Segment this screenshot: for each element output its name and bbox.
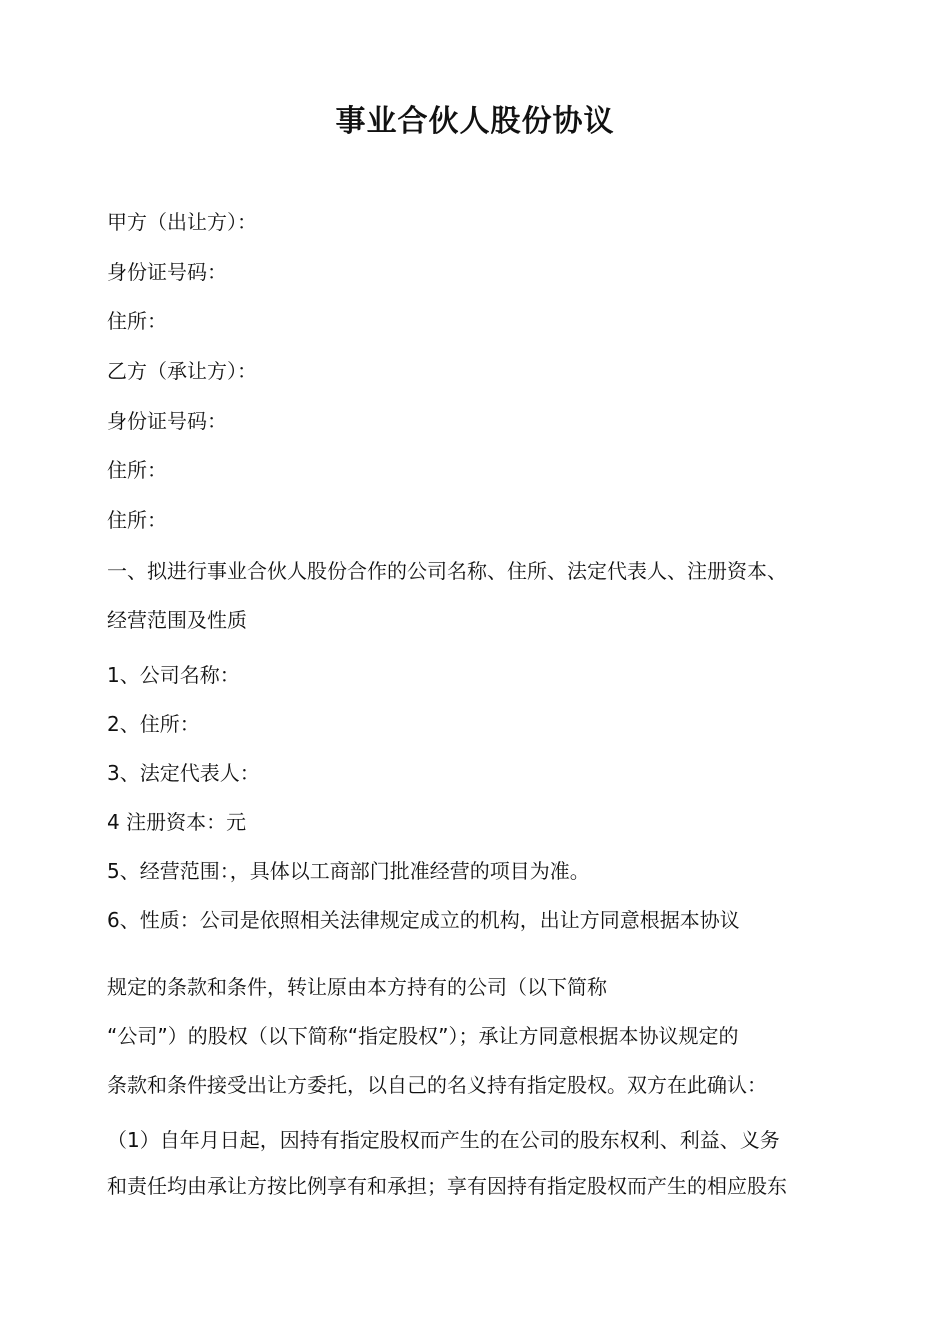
party-a-id-label: 身份证号码： bbox=[107, 260, 227, 284]
paragraph-line-2: “公司”）的股权（以下简称“指定股权”）；承让方同意根据本协议规定的 bbox=[107, 1024, 739, 1048]
party-b-label: 乙方（承让方）： bbox=[107, 359, 257, 383]
paragraph-line-3: 条款和条件接受出让方委托，以自己的名义持有指定股权。双方在此确认： bbox=[107, 1073, 767, 1097]
clause-1-line-2: 和责任均由承让方按比例享有和承担；享有因持有指定股权而产生的相应股东 bbox=[107, 1174, 787, 1198]
party-a-address-label: 住所： bbox=[107, 309, 167, 333]
section-one-heading: 一、拟进行事业合伙人股份合作的公司名称、住所、法定代表人、注册资本、 bbox=[107, 559, 787, 583]
item-business-scope: 5、经营范围：，具体以工商部门批准经营的项目为准。 bbox=[107, 859, 590, 883]
item-registered-capital: 4 注册资本：元 bbox=[107, 810, 247, 834]
item-company-name: 1、公司名称： bbox=[107, 663, 240, 687]
item-nature: 6、性质：公司是依照相关法律规定成立的机构，出让方同意根据本协议 bbox=[107, 908, 740, 932]
address-label: 住所： bbox=[107, 508, 167, 532]
document-title: 事业合伙人股份协议 bbox=[335, 104, 615, 139]
clause-1-line-1: （1）自年月日起，因持有指定股权而产生的在公司的股东权利、利益、义务 bbox=[107, 1128, 780, 1152]
item-address: 2、住所： bbox=[107, 712, 200, 736]
paragraph-line-1: 规定的条款和条件，转让原由本方持有的公司（以下简称 bbox=[107, 975, 607, 999]
party-a-label: 甲方（出让方）： bbox=[107, 210, 257, 234]
item-legal-rep: 3、法定代表人： bbox=[107, 761, 260, 785]
section-one-heading-cont: 经营范围及性质 bbox=[107, 608, 247, 632]
party-b-id-label: 身份证号码： bbox=[107, 409, 227, 433]
party-b-address-label: 住所： bbox=[107, 458, 167, 482]
